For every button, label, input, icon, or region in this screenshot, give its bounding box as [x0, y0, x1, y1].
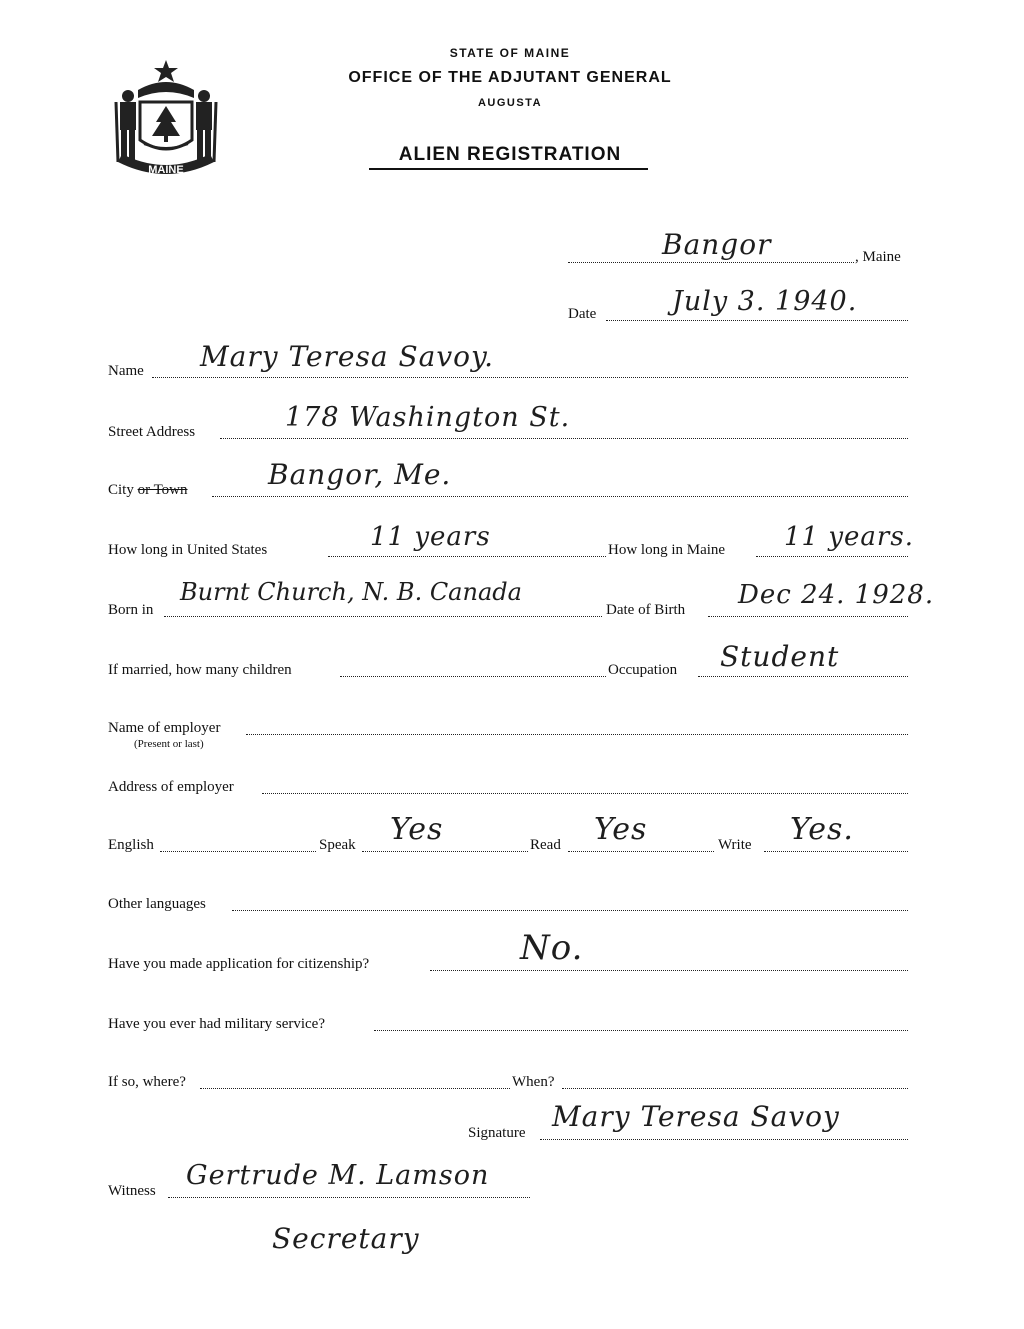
born-in-line	[164, 616, 602, 617]
date-of-birth-value[interactable]: Dec 24. 1928.	[738, 580, 935, 610]
employer-name-line	[246, 734, 908, 735]
when-label: When?	[512, 1074, 555, 1090]
occupation-line	[698, 676, 908, 677]
english-line	[160, 851, 316, 852]
employer-name-sublabel: (Present or last)	[134, 738, 204, 750]
employer-address-label: Address of employer	[108, 779, 234, 795]
write-line	[764, 851, 908, 852]
name-label: Name	[108, 363, 144, 379]
children-line	[340, 676, 606, 677]
witness-value[interactable]: Gertrude M. Lamson	[186, 1160, 490, 1191]
header-state: STATE OF MAINE	[449, 46, 571, 60]
town-label-struck: or Town	[137, 482, 188, 498]
other-languages-label: Other languages	[108, 896, 206, 912]
citizenship-label: Have you made application for citizenship?	[108, 956, 370, 972]
write-value[interactable]: Yes.	[790, 812, 854, 847]
city-line	[212, 496, 908, 497]
how-long-us-value[interactable]: 11 years	[370, 522, 491, 552]
other-languages-line	[232, 910, 908, 911]
born-in-value[interactable]: Burnt Church, N. B. Canada	[180, 578, 522, 606]
write-label: Write	[718, 837, 752, 853]
street-label: Street Address	[108, 424, 196, 440]
date-of-birth-label: Date of Birth	[606, 602, 686, 618]
date-line	[606, 320, 908, 321]
speak-label: Speak	[319, 837, 356, 853]
place-suffix-label: , Maine	[855, 249, 901, 265]
signature-value[interactable]: Mary Teresa Savoy	[552, 1100, 840, 1133]
place-line	[568, 262, 854, 263]
witness-title: Secretary	[272, 1222, 420, 1255]
street-line	[220, 438, 908, 439]
occupation-value[interactable]: Student	[720, 640, 840, 673]
place-value[interactable]: Bangor	[662, 228, 772, 261]
header-office: OFFICE OF THE ADJUTANT GENERAL	[348, 69, 672, 86]
form-title: ALIEN REGISTRATION	[398, 144, 622, 165]
date-label: Date	[568, 306, 597, 322]
witness-line	[168, 1197, 530, 1198]
speak-value[interactable]: Yes	[390, 812, 444, 847]
city-value[interactable]: Bangor, Me.	[268, 458, 452, 491]
occupation-label: Occupation	[608, 662, 678, 678]
employer-address-line	[262, 793, 908, 794]
where-line	[200, 1088, 510, 1089]
seal-text: MAINE	[148, 164, 184, 176]
employer-name-label: Name of employer	[108, 720, 221, 736]
how-long-maine-label: How long in Maine	[608, 542, 726, 558]
how-long-maine-line	[756, 556, 908, 557]
read-label: Read	[530, 837, 561, 853]
children-label: If married, how many children	[108, 662, 292, 678]
header-city: AUGUSTA	[477, 97, 543, 109]
date-of-birth-line	[708, 616, 908, 617]
how-long-us-line	[328, 556, 606, 557]
citizenship-line	[430, 970, 908, 971]
signature-line	[540, 1139, 908, 1140]
speak-line	[362, 851, 528, 852]
signature-label: Signature	[468, 1125, 526, 1141]
where-label: If so, where?	[108, 1074, 186, 1090]
read-value[interactable]: Yes	[594, 812, 648, 847]
how-long-us-label: How long in United States	[108, 542, 268, 558]
title-underline	[369, 168, 648, 170]
name-value[interactable]: Mary Teresa Savoy.	[200, 340, 495, 373]
born-in-label: Born in	[108, 602, 154, 618]
date-value[interactable]: July 3. 1940.	[672, 286, 858, 317]
read-line	[568, 851, 714, 852]
city-label-text: City	[108, 482, 134, 498]
witness-label: Witness	[108, 1183, 156, 1199]
when-line	[562, 1088, 908, 1089]
street-value[interactable]: 178 Washington St.	[285, 402, 571, 433]
citizenship-value[interactable]: No.	[520, 928, 584, 968]
city-label	[108, 482, 188, 499]
military-line	[374, 1030, 908, 1031]
name-line	[152, 377, 908, 378]
military-label: Have you ever had military service?	[108, 1016, 325, 1032]
english-label: English	[108, 837, 154, 853]
how-long-maine-value[interactable]: 11 years.	[784, 522, 914, 552]
